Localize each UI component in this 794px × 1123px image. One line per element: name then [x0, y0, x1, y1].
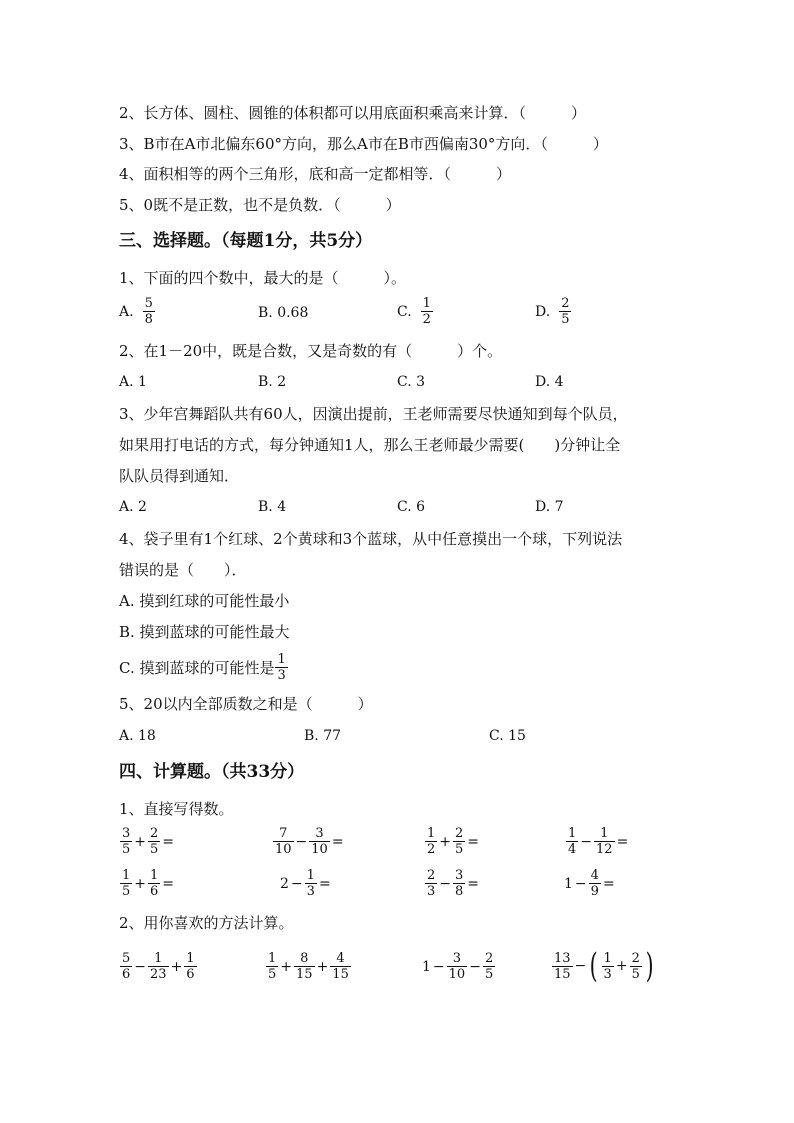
fraction [275, 652, 287, 683]
denominator: 12 [596, 842, 613, 857]
denominator: 5 [455, 842, 464, 857]
calc-r2-e2 [279, 868, 332, 899]
choice-q1-option-a [119, 296, 156, 327]
denominator: 5 [122, 884, 131, 899]
denominator: 5 [484, 967, 494, 982]
choice-q1-option-b: B. 0.68 [258, 305, 309, 321]
operator: − [580, 833, 593, 850]
judge-q2: 2、长方体、圆柱、圆锥的体积都可以用底面积乘高来计算．（ ） [119, 104, 587, 122]
operator: = [467, 833, 480, 850]
numerator: 7 [279, 826, 288, 841]
calc-r1-e2 [272, 826, 345, 857]
choice-q3-option-a: A. 2 [119, 499, 147, 515]
parenthesis: ) [645, 946, 654, 986]
denominator: 23 [150, 967, 167, 982]
numerator: 1 [150, 868, 159, 883]
fraction [589, 868, 601, 899]
calc-r3-e2 [265, 951, 352, 982]
option-label: A. [119, 303, 134, 320]
numerator: 2 [561, 296, 570, 311]
choice-q5-option-c: C. 15 [489, 728, 526, 744]
calc-s2-heading: 2、用你喜欢的方法计算。 [119, 914, 294, 932]
denominator: 10 [275, 842, 292, 857]
choice-q3-line3: 队队员得到通知． [119, 467, 240, 485]
fraction [294, 951, 315, 982]
calc-r2-e3 [424, 868, 480, 899]
operator: − [295, 833, 308, 850]
operator: − [290, 875, 303, 892]
numerator: 2 [455, 826, 464, 841]
choice-q1-option-c [397, 296, 434, 327]
fraction [602, 951, 614, 982]
choice-q3-option-b: B. 4 [258, 499, 287, 515]
numerator: 1 [186, 951, 195, 966]
denominator: 6 [150, 884, 159, 899]
denominator: 4 [568, 842, 577, 857]
denominator: 5 [268, 967, 277, 982]
denominator: 15 [332, 967, 349, 982]
numerator: 4 [336, 951, 345, 966]
fraction [120, 951, 132, 982]
fraction [309, 826, 330, 857]
denominator: 2 [427, 842, 436, 857]
choice-q4-option-a: A. 摸到红球的可能性最小 [119, 592, 290, 610]
denominator: 5 [122, 842, 131, 857]
numerator: 1 [122, 868, 131, 883]
denominator: 2 [422, 312, 431, 327]
denominator: 6 [186, 967, 195, 982]
numerator: 1 [427, 826, 436, 841]
choice-q3-option-d: D. 7 [535, 499, 564, 515]
operator: − [574, 958, 587, 974]
numerator: 13 [554, 950, 571, 966]
operator: + [134, 833, 147, 850]
denominator: 8 [455, 884, 464, 899]
calc-s1-heading: 1、直接写得数。 [119, 800, 234, 818]
choice-q4-option-c [119, 652, 289, 683]
fraction [148, 868, 160, 899]
numerator: 2 [631, 950, 640, 966]
fraction [120, 826, 132, 857]
operator: = [162, 875, 175, 892]
denominator: 5 [631, 966, 640, 982]
choice-q3-line2: 如果用打电话的方式，每分钟通知1人，那么王老师最少需要( )分钟让全 [119, 436, 621, 454]
calc-r3-e4 [551, 946, 656, 986]
fraction [148, 951, 169, 982]
operator: + [316, 958, 329, 975]
numerator: 1 [603, 950, 612, 966]
numerator: 8 [300, 951, 309, 966]
fraction [594, 826, 615, 857]
fraction [483, 951, 495, 982]
denominator: 15 [554, 966, 571, 982]
choice-q1: 1、下面的四个数中，最大的是（ ）。 [119, 269, 407, 287]
choice-q1-option-d [535, 296, 572, 327]
fraction [630, 951, 642, 982]
operator: = [318, 875, 331, 892]
operator: − [574, 875, 587, 892]
choice-q2-option-a: A. 1 [119, 374, 147, 390]
operator: − [134, 958, 147, 975]
denominator: 9 [590, 884, 599, 899]
numerator: 4 [590, 868, 599, 883]
fraction [453, 826, 465, 857]
fraction [447, 951, 468, 982]
operator: + [280, 958, 293, 975]
numerator: 1 [277, 652, 286, 667]
fraction [266, 951, 278, 982]
fraction [330, 951, 351, 982]
fraction [120, 868, 132, 899]
fraction [421, 296, 433, 327]
denominator: 8 [144, 312, 153, 327]
numerator: 3 [315, 826, 324, 841]
choice-section-title: 三、选择题。（每题1分，共5分） [119, 231, 373, 251]
denominator: 5 [561, 312, 570, 327]
calc-r2-e4 [563, 868, 616, 899]
denominator: 10 [448, 967, 466, 982]
calc-r3-e1 [119, 951, 198, 982]
operator: = [602, 875, 615, 892]
option-label: D. [535, 303, 551, 320]
numerator: 2 [150, 826, 159, 841]
denominator: 15 [296, 967, 313, 982]
choice-q4-line1: 4、袋子里有1个红球、2个黄球和3个蓝球，从中任意摸出一个球，下列说法 [119, 530, 623, 548]
operator: = [467, 875, 480, 892]
operator: 1 [422, 958, 431, 975]
fraction [425, 826, 437, 857]
operator: = [616, 833, 629, 850]
operator: = [162, 833, 175, 850]
choice-q2-option-c: C. 3 [397, 374, 426, 390]
fraction [425, 868, 437, 899]
choice-q5-option-a: A. 18 [119, 728, 156, 744]
fraction [305, 868, 317, 899]
calc-r1-e3 [424, 826, 480, 857]
numerator: 1 [306, 868, 315, 883]
calc-section-title: 四、计算题。（共33分） [119, 762, 305, 782]
calc-r1-e4 [565, 826, 629, 857]
calc-r3-e3 [421, 951, 496, 982]
fraction [143, 296, 155, 327]
operator: + [439, 833, 452, 850]
choice-q2-option-d: D. 4 [535, 374, 564, 390]
choice-q2: 2、在1－20中，既是合数，又是奇数的有（ ）个。 [119, 342, 503, 360]
choice-q2-option-b: B. 2 [258, 374, 287, 390]
option-text: C. 摸到蓝球的可能性是 [119, 658, 275, 677]
operator: − [432, 958, 445, 975]
fraction [184, 951, 196, 982]
denominator: 3 [277, 668, 286, 683]
numerator: 1 [268, 951, 277, 966]
denominator: 5 [150, 842, 159, 857]
choice-q5-option-b: B. 77 [304, 728, 342, 744]
denominator: 3 [306, 884, 315, 899]
fraction [566, 826, 578, 857]
operator: 2 [280, 875, 289, 892]
denominator: 3 [603, 966, 612, 982]
fraction [148, 826, 160, 857]
operator: − [469, 958, 481, 975]
numerator: 1 [422, 296, 431, 311]
fraction [273, 826, 294, 857]
numerator: 1 [568, 826, 577, 841]
operator: + [170, 958, 183, 975]
denominator: 6 [122, 967, 131, 982]
option-label: C. [397, 303, 412, 320]
fraction [552, 951, 573, 982]
choice-q4-line2: 错误的是（ ）． [119, 561, 247, 579]
denominator: 10 [311, 842, 328, 857]
operator: − [439, 875, 452, 892]
operator: 1 [564, 875, 573, 892]
numerator: 1 [600, 826, 609, 841]
operator: + [615, 958, 628, 974]
calc-r2-e1 [119, 868, 175, 899]
operator: + [134, 875, 147, 892]
numerator: 3 [455, 868, 464, 883]
judge-q5: 5、0既不是正数，也不是负数．（ ） [119, 196, 401, 214]
calc-r1-e1 [119, 826, 175, 857]
numerator: 2 [484, 951, 494, 966]
numerator: 3 [122, 826, 131, 841]
numerator: 3 [452, 951, 462, 966]
parenthesis: ( [589, 946, 598, 986]
fraction [559, 296, 571, 327]
judge-q4: 4、面积相等的两个三角形，底和高一定都相等．（ ） [119, 165, 512, 183]
numerator: 5 [122, 951, 131, 966]
fraction [453, 868, 465, 899]
choice-q3-option-c: C. 6 [397, 499, 426, 515]
choice-q3-line1: 3、少年宫舞蹈队共有60人，因演出提前，王老师需要尽快通知到每个队员， [119, 405, 628, 423]
judge-q3: 3、B市在A市北偏东60°方向，那么A市在B市西偏南30°方向．（ ） [119, 135, 608, 153]
operator: = [331, 833, 344, 850]
choice-q5: 5、20以内全部质数之和是（ ） [119, 695, 373, 713]
denominator: 3 [427, 884, 436, 899]
choice-q4-option-b: B. 摸到蓝球的可能性最大 [119, 623, 290, 641]
numerator: 5 [144, 296, 153, 311]
numerator: 2 [427, 868, 436, 883]
numerator: 1 [154, 951, 163, 966]
